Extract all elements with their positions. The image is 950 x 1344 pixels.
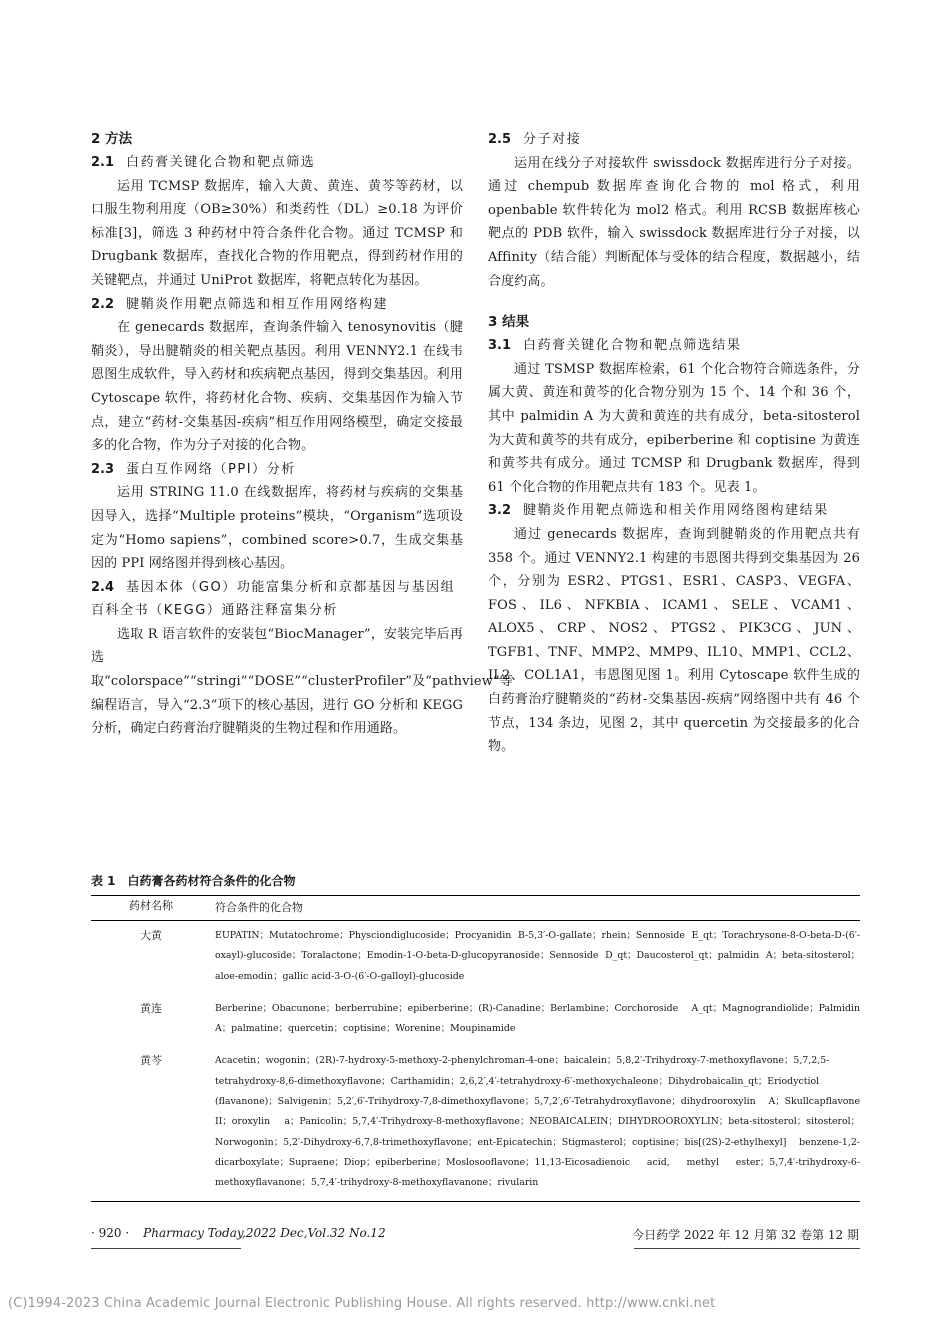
section-spacer bbox=[488, 293, 860, 311]
copyright-watermark: (C)1994-2023 China Academic Journal Electronic Publishing House. All rights reserved. http://www.cnki.net bbox=[8, 1296, 716, 1311]
herb-name-cell: 大黄 bbox=[140, 929, 162, 942]
table-number: 表 1 bbox=[91, 874, 116, 888]
compounds-cell: Acacetin；wogonin；(2R)-7-hydroxy-5-methoxy-2-phenylchroman-4-one；baicalein；5,8,2′-Trihydroxy-7-methoxyflavone；5,7,2,5-tetrahydroxy-8,6-dimethoxyflavone；Carthamidin；2,6,2′,4′-tetrahydroxy-6′-methoxychaleone；Dihydrobaicalin_qt；Eriodyctiol (flavanone)；Salvigenin；5,2′,6′-Trihydroxy-7,8-dimethoxyflavone；5,7,2′,6′-Tetrahydroxyflavone；dihydrooroxylin A；Skullcapflavone II；oroxylin a；Panicolin；5,7,4′-Trihydroxy-8-methoxyflavone；NEOBAICALEIN；DIHYDROOROXYLIN；beta-sitosterol；sitosterol；Norwogonin；5,2′-Dihydroxy-6,7,8-trimethoxyflavone；ent-Epicatechin；Stigmasterol；coptisine；bis[(2S)-2-ethylhexyl] benzene-1,2-dicarboxylate；Supraene；Diop；epiberberine；Moslosooflavone；11,13-Eicosadienoic acid, methyl ester；5,7,4′-trihydroxy-6-methoxyflavanone；5,7,4′-trihydroxy-8-methoxyflavanone；rivularin bbox=[215, 1055, 860, 1189]
subsection-2-3-heading bbox=[91, 458, 463, 482]
compounds-table bbox=[91, 895, 860, 1202]
subsection-2-2-heading bbox=[91, 293, 463, 317]
page-footer-left bbox=[91, 1226, 386, 1240]
subsection-3-1-heading bbox=[488, 334, 860, 358]
paragraph-2-3: 运用 STRING 11.0 在线数据库，将药材与疾病的交集基因导入，选择“Multiple proteins”模块，“Organism”选项设定为“Homo sapiens”，combined score>0.7，生成交集基因的 PPI 网络图并得到核心基因。 bbox=[91, 485, 463, 572]
subsection-title: 腱鞘炎作用靶点筛选和相关作用网络图构建结果 bbox=[523, 503, 829, 519]
table-row bbox=[91, 921, 860, 994]
subsection-number: 2.5 bbox=[488, 132, 512, 147]
subsection-title: 分子对接 bbox=[523, 132, 582, 147]
subsection-2-4-heading bbox=[91, 576, 463, 623]
compounds-cell: EUPATIN；Mutatochrome；Physciondiglucoside；Procyanidin B-5,3′-O-gallate；rhein；Sennoside E_qt；Torachrysone-8-O-beta-D-(6′-oxayl)-glucoside；Toralactone；Emodin-1-O-beta-D-glucopyranoside；Sennoside D_qt；Daucosterol_qt；palmidin A；beta-sitosterol；aloe-emodin；gallic acid-3-O-(6′-O-galloyl)-glucoside bbox=[215, 930, 860, 982]
subsection-title: 白药膏关键化合物和靶点筛选结果 bbox=[523, 338, 742, 354]
journal-citation-cn: 今日药学 2022 年 12 月第 32 卷第 12 期 bbox=[632, 1228, 859, 1242]
footer-divider bbox=[91, 1248, 241, 1249]
subsection-2-1-heading bbox=[91, 151, 463, 175]
subsection-number: 2.2 bbox=[91, 296, 115, 312]
paragraph-2-5: 运用在线分子对接软件 swissdock 数据库进行分子对接。通过 chempub 数据库查询化合物的 mol 格式，利用 openbable 软件转化为 mol2 格式。利用 RCSB 数据库核心靶点的 PDB 软件，输入 swissdock 数据库进行分子对接，以 Affinity（结合能）判断配体与受体的结合程度，数据越小，结合度约高。 bbox=[488, 155, 860, 289]
subsection-3-2-heading bbox=[488, 499, 860, 523]
subsection-number: 3.1 bbox=[488, 338, 512, 354]
section-3-heading: 3 结果 bbox=[488, 314, 530, 331]
subsection-title: 基因本体（GO）功能富集分析和京都基因与基因组百科全书（KEGG）通路注释富集分析 bbox=[91, 579, 456, 619]
paragraph-3-1: 通过 TSMSP 数据库检索，61 个化合物符合筛选条件，分属大黄、黄连和黄芩的化合物分别为 15 个、14 个和 36 个，其中 palmidin A 为大黄和黄连的共有成分，beta-sitosterol 为大黄和黄芩的共有成分，epiberberine 和 coptisine 为黄连和黄芩共有成分。通过 TCMSP 和 Drugbank 数据库，得到 61 个化合物的作用靶点共有 183 个。见表 1。 bbox=[488, 361, 860, 495]
compounds-cell: Berberine；Obacunone；berberrubine；epiberberine；(R)-Canadine；Berlambine；Corchoroside A_qt；Magnograndiolide；Palmidin A；palmatine；quercetin；coptisine；Worenine；Moupinamide bbox=[215, 1002, 860, 1035]
subsection-number: 2.3 bbox=[91, 461, 115, 477]
subsection-number: 2.1 bbox=[91, 155, 115, 170]
header-herb-name: 药材名称 bbox=[129, 899, 173, 912]
subsection-number: 2.4 bbox=[91, 579, 115, 595]
herb-name-cell: 黄芩 bbox=[140, 1054, 162, 1068]
header-compounds: 符合条件的化合物 bbox=[215, 900, 303, 914]
section-2-heading: 2 方法 bbox=[91, 131, 133, 147]
page-number: · 920 · bbox=[91, 1226, 130, 1240]
table-caption bbox=[91, 872, 296, 889]
subsection-title: 蛋白互作网络（PPI）分析 bbox=[126, 461, 296, 477]
subsection-title: 腱鞘炎作用靶点筛选和相互作用网络构建 bbox=[126, 296, 389, 312]
table-row bbox=[91, 1046, 860, 1201]
subsection-2-5-heading bbox=[488, 128, 860, 152]
right-column bbox=[488, 128, 860, 759]
subsection-title: 白药膏关键化合物和靶点筛选 bbox=[126, 155, 316, 170]
paragraph-2-4: 选取 R 语言软件的安装包“BiocManager”，安装完毕后再选取“colorspace”“stringi”“DOSE”“clusterProfiler”及“pathview”等编程语言，导入“2.3”项下的核心基因，进行 GO 分析和 KEGG 分析，确定白药膏治疗腱鞘炎的生物过程和作用通路。 bbox=[91, 626, 513, 737]
journal-citation-en: Pharmacy Today,2022 Dec,Vol.32 No.12 bbox=[143, 1226, 386, 1240]
subsection-number: 3.2 bbox=[488, 503, 512, 519]
paragraph-2-1: 运用 TCMSP 数据库，输入大黄、黄连、黄芩等药材，以口服生物利用度（OB≥30%）和类药性（DL）≥0.18 为评价标准[3]，筛选 3 种药材中符合条件化合物。通过 TCMSP 和 Drugbank 数据库，查找化合物的作用靶点，得到药材作用的关键靶点，并通过 UniProt 数据库，将靶点转化为基因。 bbox=[91, 178, 463, 288]
table-title: 白药膏各药材符合条件的化合物 bbox=[127, 874, 296, 888]
table-header-row bbox=[91, 896, 860, 921]
paragraph-2-2: 在 genecards 数据库，查询条件输入 tenosynovitis（腱鞘炎），导出腱鞘炎的相关靶点基因。利用 VENNY2.1 在线韦恩图生成软件，导入药材和疾病靶点基因，得到交集基因。利用 Cytoscape 软件，将药材化合物、疾病、交集基因作为输入节点，建立“药材-交集基因-疾病”相互作用网络模型，确定交接最多的化合物，作为分子对接的化合物。 bbox=[91, 320, 463, 454]
footer-divider bbox=[634, 1248, 860, 1249]
paragraph-3-2: 通过 genecards 数据库，查询到腱鞘炎的作用靶点共有 358 个。通过 VENNY2.1 构建的韦恩图共得到交集基因为 26 个，分别为 ESR2、PTGS1、ESR1、CASP3、VEGFA、FOS、IL6、NFKBIA、ICAM1、SELE、VCAM1、ALOX5、CRP、NOS2、PTGS2、PIK3CG、JUN、TGFB1、TNF、MMP2、MMP9、IL10、MMP1、CCL2、IL2、COL1A1，韦恩图见图 1。利用 Cytoscape 软件生成的白药膏治疗腱鞘炎的“药材-交集基因-疾病”网络图中共有 46 个节点，134 条边，见图 2，其中 quercetin 为交接最多的化合物。 bbox=[488, 526, 860, 755]
herb-name-cell: 黄连 bbox=[140, 1001, 162, 1015]
table-row bbox=[91, 994, 860, 1047]
